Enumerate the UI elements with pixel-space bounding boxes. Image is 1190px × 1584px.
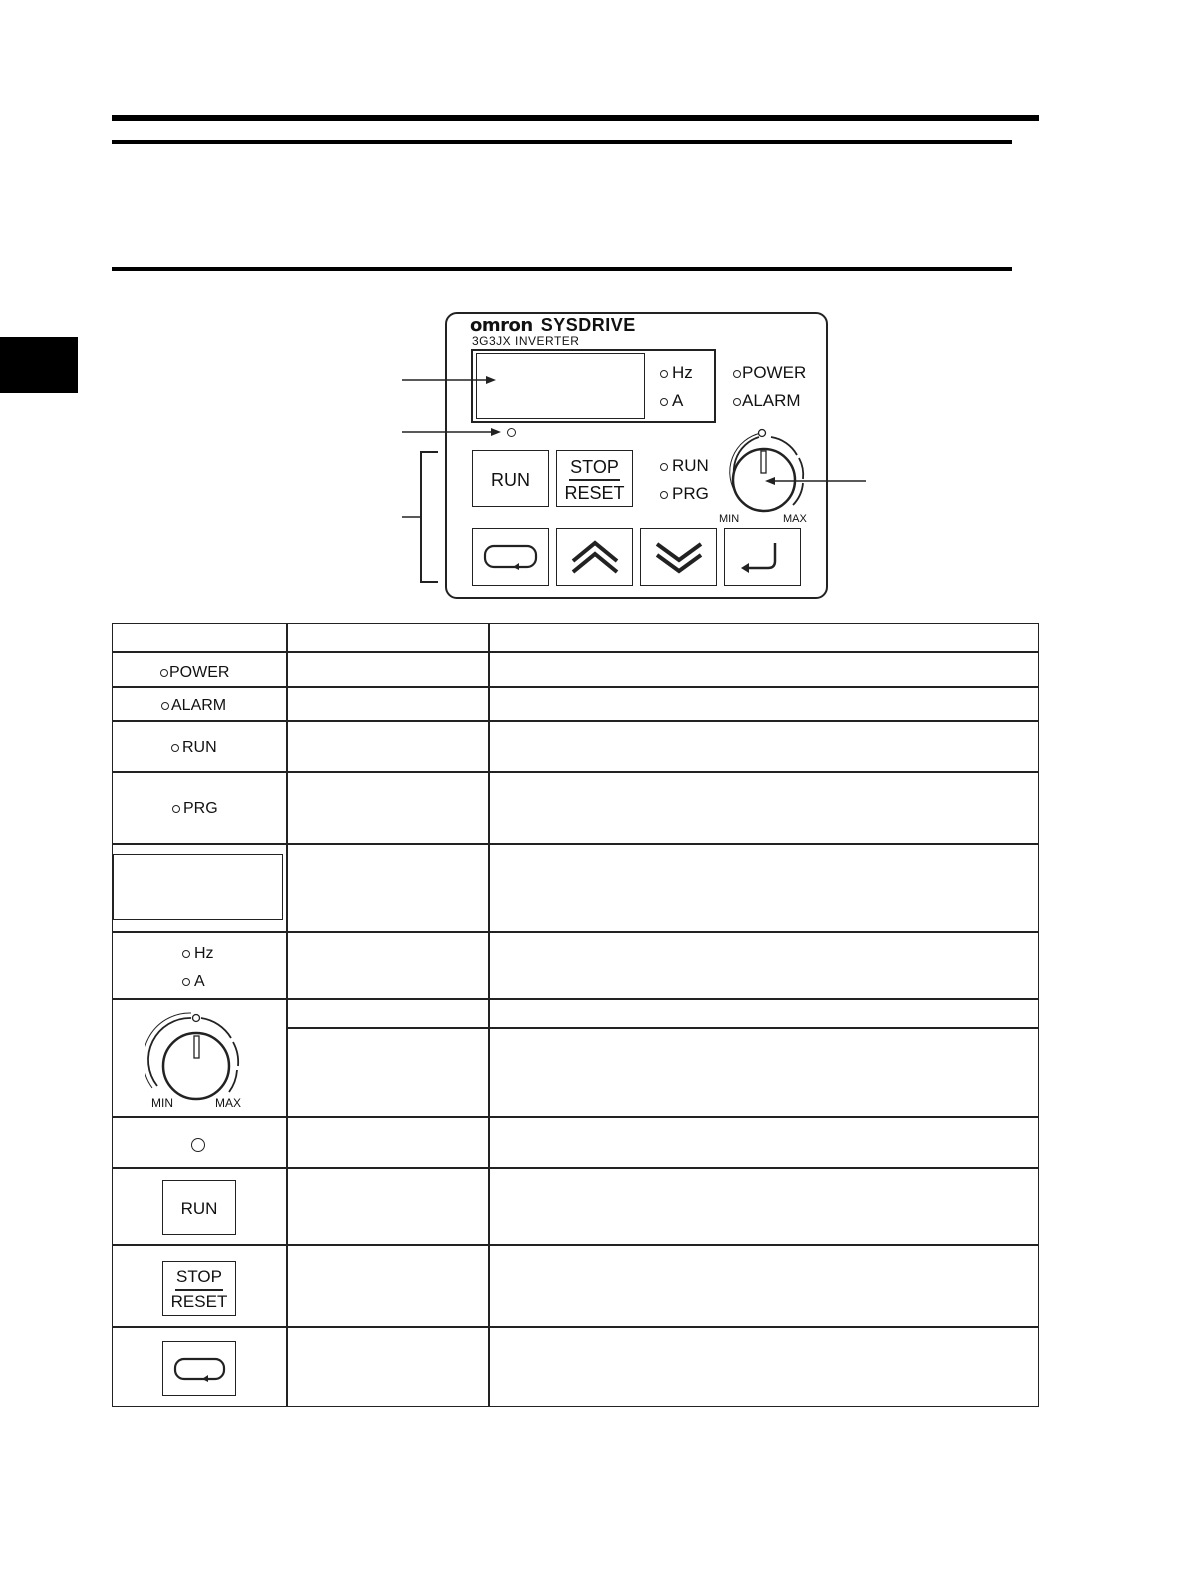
- product-name: SYSDRIVE: [540, 315, 636, 335]
- row-separator: [112, 1244, 1039, 1246]
- callout-arrows: [0, 0, 1190, 620]
- prg-led-icon: [172, 805, 180, 813]
- hz-label: Hz: [672, 363, 693, 382]
- model-name: 3G3JX INVERTER: [472, 334, 580, 348]
- keys-callout-bracket: [420, 451, 438, 583]
- table-row-display-icon: [113, 854, 283, 920]
- table-row-power: [160, 665, 229, 681]
- brand-name: omron: [470, 315, 533, 336]
- hz-led-icon: [182, 950, 190, 958]
- table-row-dial-icon: [145, 1008, 245, 1104]
- col-separator-2: [488, 623, 490, 1407]
- alarm-led-icon: [161, 702, 169, 710]
- hz-row-label: Hz: [194, 945, 214, 962]
- a-led-icon: [182, 978, 190, 986]
- row-separator: [112, 931, 1039, 933]
- table-row-prg: [172, 801, 218, 817]
- alarm-label: ALARM: [742, 391, 801, 410]
- row-separator: [112, 720, 1039, 722]
- table-reset-key-label: RESET: [170, 1292, 228, 1311]
- table-row-hz: [182, 946, 214, 962]
- dial-min-label: MIN: [719, 513, 740, 525]
- table-row-a: [182, 974, 205, 990]
- table-row-led-icon: [191, 1138, 205, 1152]
- operator-items-table: [112, 623, 1039, 1407]
- row-separator: [112, 1116, 1039, 1118]
- table-dial-min-label: MIN: [151, 1096, 173, 1110]
- table-run-key-label: RUN: [180, 1199, 218, 1218]
- a-row-label: A: [194, 973, 205, 990]
- dial-max-label: MAX: [783, 513, 807, 525]
- table-stop-key-label: STOP: [176, 1267, 222, 1286]
- table-row-stop-reset-key-icon: [162, 1261, 236, 1316]
- mode-icon: [163, 1342, 237, 1397]
- a-label: A: [672, 391, 684, 410]
- row-separator: [112, 771, 1039, 773]
- col-separator-1: [286, 623, 288, 1407]
- row-separator: [112, 998, 1039, 1000]
- row-separator: [112, 1326, 1039, 1328]
- power-row-label: POWER: [169, 664, 230, 681]
- run-key-label: RUN: [491, 470, 530, 490]
- table-row-run: [171, 740, 217, 756]
- table-dial-max-label: MAX: [215, 1096, 242, 1110]
- table-row-alarm: [161, 698, 226, 714]
- row-separator: [112, 843, 1039, 845]
- row-separator: [112, 1167, 1039, 1169]
- row-subseparator: [286, 1027, 1039, 1029]
- run-led-icon: [171, 744, 179, 752]
- table-row-mode-key-icon: [162, 1341, 236, 1396]
- run-row-label: RUN: [182, 739, 217, 756]
- prg-label: PRG: [672, 484, 709, 503]
- row-separator: [112, 686, 1039, 688]
- run-label: RUN: [672, 456, 709, 475]
- stop-key-label: STOP: [570, 457, 619, 477]
- table-row-run-key-icon: [162, 1180, 236, 1235]
- reset-key-label: RESET: [564, 483, 625, 503]
- alarm-row-label: ALARM: [171, 697, 227, 714]
- prg-row-label: PRG: [183, 800, 218, 817]
- table-stop-reset-divider: [175, 1289, 223, 1291]
- row-separator: [112, 651, 1039, 653]
- power-label: POWER: [742, 363, 807, 382]
- power-led-icon: [160, 669, 168, 677]
